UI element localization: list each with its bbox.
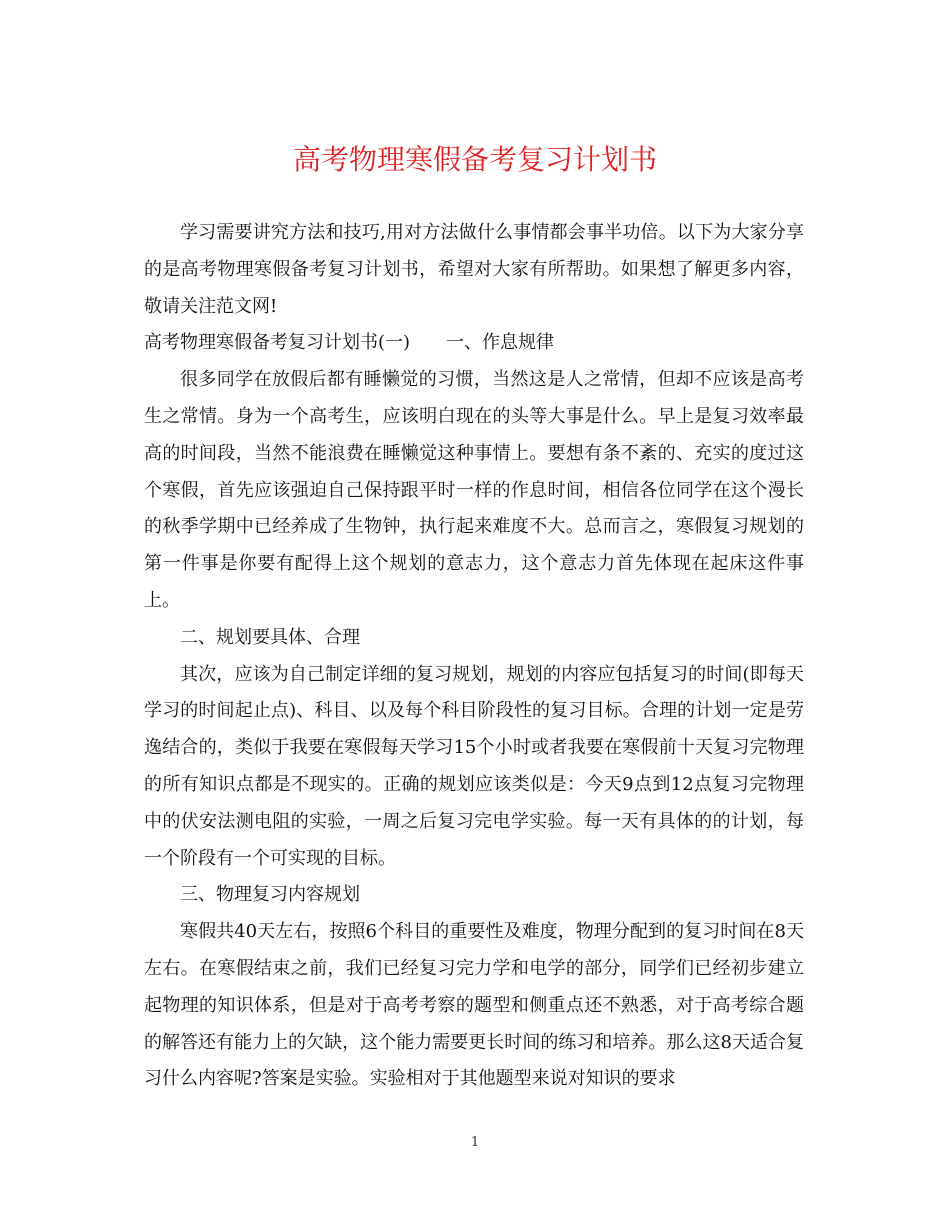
section3-paragraph: 寒假共40天左右，按照6个科目的重要性及难度，物理分配到的复习时间在8天左右。在寒假结束之前，我们已经复习完力学和电学的部分，同学们已经初步建立起物理的知识体系，但是对于高考考察的题型和侧重点还不熟悉，对于高考综合题的解答还有能力上的欠缺，这个能力需要更长时间的练习和培养。那么这8天适合复习什么内容呢?答案是实验。实验相对于其他题型来说对知识的要求 bbox=[144, 921, 804, 1090]
part-heading-line bbox=[144, 325, 804, 362]
section2-paragraph: 其次，应该为自己制定详细的复习规划，规划的内容应包括复习的时间(即每天学习的时间起止点)、科目、以及每个科目阶段性的复习目标。合理的计划一定是劳逸结合的，类似于我要在寒假每天学习15个小时或者我要在寒假前十天复习完物理的所有知识点都是不现实的。正确的规划应该类似是：今天9点到12点复习完物理中的伏安法测电阻的实验，一周之后复习完电学实验。每一天有具体的的计划，每一个阶段有一个可实现的目标。 bbox=[144, 663, 804, 869]
section3-heading: 三、物理复习内容规划 bbox=[180, 884, 360, 906]
document-title: 高考物理寒假备考复习计划书 bbox=[292, 143, 657, 176]
document-body bbox=[144, 215, 804, 1098]
part-title: 高考物理寒假备考复习计划书(一) bbox=[144, 332, 411, 354]
section2-heading: 二、规划要具体、合理 bbox=[180, 626, 360, 648]
section1-paragraph: 很多同学在放假后都有睡懒觉的习惯，当然这是人之常情，但却不应该是高考生之常情。身为一个高考生，应该明白现在的头等大事是什么。早上是复习效率最高的时间段，当然不能浪费在睡懒觉这种事情上。要想有条不紊的、充实的度过这个寒假，首先应该强迫自己保持跟平时一样的作息时间，相信各位同学在这个漫长的秋季学期中已经养成了生物钟，执行起来难度不大。总而言之，寒假复习规划的第一件事是你要有配得上这个规划的意志力，这个意志力首先体现在起床这件事上。 bbox=[144, 369, 804, 611]
page-number: 1 bbox=[470, 1135, 480, 1150]
intro-paragraph: 学习需要讲究方法和技巧,用对方法做什么事情都会事半功倍。以下为大家分享的是高考物理寒假备考复习计划书，希望对大家有所帮助。如果想了解更多内容，敬请关注范文网! bbox=[144, 222, 804, 317]
section1-heading: 一、作息规律 bbox=[446, 332, 555, 354]
